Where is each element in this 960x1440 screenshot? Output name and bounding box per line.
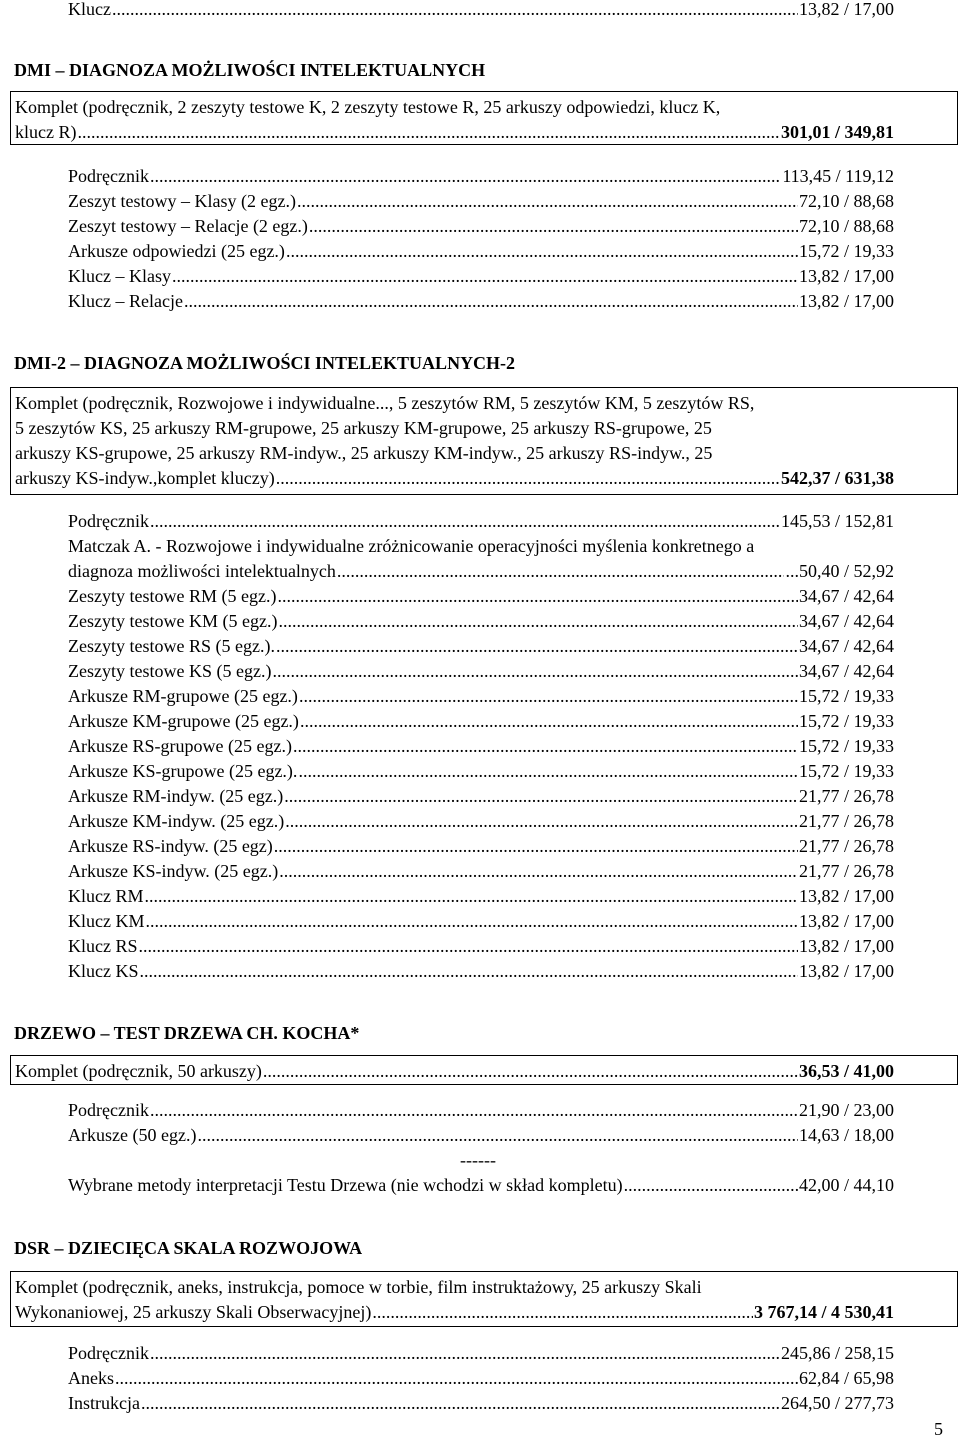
komplet-price: 3 767,14 / 4 530,41 bbox=[753, 1302, 894, 1322]
item-label: Klucz – Klasy bbox=[68, 266, 171, 286]
dot-leader bbox=[115, 1366, 798, 1390]
dot-leader bbox=[276, 634, 798, 658]
dot-leader bbox=[77, 120, 780, 145]
dot-leader bbox=[172, 264, 798, 288]
item-price: 15,72 / 19,33 bbox=[798, 711, 894, 731]
list-item bbox=[68, 659, 894, 683]
dot-leader bbox=[337, 559, 785, 583]
komplet-last-line bbox=[15, 120, 894, 145]
list-item bbox=[68, 264, 894, 288]
item-label: Klucz KS bbox=[68, 961, 139, 981]
item-price: 15,72 / 19,33 bbox=[798, 736, 894, 756]
komplet-text-line: Wykonaniowej, 25 arkuszy Skali Obserwacyjnej) bbox=[15, 1302, 372, 1322]
dot-leader bbox=[112, 0, 798, 21]
item-price: 13,82 / 17,00 bbox=[798, 911, 894, 931]
item-label: Zeszyty testowe KS (5 egz.) bbox=[68, 661, 272, 681]
item-label: Aneks bbox=[68, 1368, 114, 1388]
dot-leader bbox=[274, 834, 798, 858]
section-heading-dmi: DMI – DIAGNOZA MOŻLIWOŚCI INTELEKTUALNYCH bbox=[14, 60, 486, 80]
dot-leader bbox=[299, 684, 798, 708]
dot-leader bbox=[277, 584, 798, 608]
dot-leader bbox=[284, 784, 798, 808]
item-price: 113,45 / 119,12 bbox=[782, 166, 894, 186]
komplet-last-line bbox=[15, 1300, 894, 1325]
item-label: Podręcznik bbox=[68, 511, 149, 531]
item-price: 21,77 / 26,78 bbox=[798, 861, 894, 881]
komplet-text-line: 5 zeszytów KS, 25 arkuszy RM-grupowe, 25 arkuszy KM-grupowe, 25 arkuszy RS-grupowe, 25 bbox=[15, 418, 712, 438]
item-label: Arkusze KS-grupowe (25 egz.). bbox=[68, 761, 298, 781]
item-price: 13,82 / 17,00 bbox=[798, 266, 894, 286]
list-item bbox=[68, 959, 894, 983]
list-item bbox=[68, 1341, 894, 1365]
dot-leader bbox=[293, 734, 798, 758]
komplet-box-dmi bbox=[10, 91, 958, 145]
item-label: Klucz RM bbox=[68, 886, 144, 906]
section-heading-dmi2: DMI-2 – DIAGNOZA MOŻLIWOŚCI INTELEKTUALNYCH-2 bbox=[14, 353, 516, 373]
top-item-row bbox=[68, 0, 894, 21]
dot-leader bbox=[184, 289, 798, 313]
komplet-text-line: Komplet (podręcznik, aneks, instrukcja, pomoce w torbie, film instruktażowy, 25 arkuszy Skali bbox=[15, 1277, 702, 1297]
list-item bbox=[68, 214, 894, 238]
list-item bbox=[68, 1098, 894, 1122]
komplet-text-line: arkuszy KS-grupowe, 25 arkuszy RM-indyw., 25 arkuszy KM-indyw., 25 arkuszy RS-indyw., 25 bbox=[15, 443, 713, 463]
komplet-text-line: Komplet (podręcznik, 2 zeszyty testowe K, 2 zeszyty testowe R, 25 arkuszy odpowiedzi, klucz K, bbox=[15, 97, 721, 117]
list-item bbox=[68, 559, 894, 583]
item-label: Arkusze RM-grupowe (25 egz.) bbox=[68, 686, 298, 706]
komplet-text-line: klucz R) bbox=[15, 122, 77, 142]
item-price: 62,84 / 65,98 bbox=[798, 1368, 894, 1388]
item-price: 13,82 / 17,00 bbox=[798, 0, 894, 19]
item-price: 13,82 / 17,00 bbox=[798, 961, 894, 981]
dot-leader bbox=[285, 809, 798, 833]
list-item bbox=[68, 164, 894, 188]
item-label: diagnoza możliwości intelektualnych bbox=[68, 561, 336, 581]
list-item bbox=[68, 759, 894, 783]
dot-leader bbox=[145, 884, 798, 908]
item-price: 42,00 / 44,10 bbox=[798, 1175, 894, 1195]
item-price: 15,72 / 19,33 bbox=[798, 686, 894, 706]
item-label: Podręcznik bbox=[68, 1100, 149, 1120]
list-item bbox=[68, 509, 894, 533]
item-label: Klucz RS bbox=[68, 936, 138, 956]
dot-leader bbox=[140, 959, 798, 983]
item-price: 21,90 / 23,00 bbox=[798, 1100, 894, 1120]
item-price: 21,77 / 26,78 bbox=[798, 836, 894, 856]
item-label: Arkusze odpowiedzi (25 egz.) bbox=[68, 241, 285, 261]
list-item bbox=[68, 289, 894, 313]
komplet-last-line bbox=[15, 466, 894, 491]
item-label: Klucz – Relacje bbox=[68, 291, 183, 311]
dot-leader bbox=[286, 239, 798, 263]
dot-leader bbox=[278, 609, 798, 633]
komplet-box-dsr bbox=[10, 1271, 958, 1327]
item-price: 145,53 / 152,81 bbox=[780, 511, 894, 531]
item-price: 34,67 / 42,64 bbox=[798, 661, 894, 681]
dot-leader bbox=[263, 1059, 798, 1084]
list-item bbox=[68, 709, 894, 733]
komplet-price: 301,01 / 349,81 bbox=[780, 122, 894, 142]
dot-leader bbox=[150, 1098, 798, 1122]
item-label: Zeszyty testowe RM (5 egz.) bbox=[68, 586, 277, 606]
item-price: ...50,40 / 52,92 bbox=[785, 561, 894, 581]
matczak-text-line: Matczak A. - Rozwojowe i indywidualne zróżnicowanie operacyjności myślenia konkretnego a bbox=[68, 536, 755, 556]
item-price: 264,50 / 277,73 bbox=[780, 1393, 894, 1413]
item-label: Instrukcja bbox=[68, 1393, 140, 1413]
item-price: 72,10 / 88,68 bbox=[798, 216, 894, 236]
item-label: Podręcznik bbox=[68, 1343, 149, 1363]
list-item bbox=[68, 884, 894, 908]
dot-leader bbox=[297, 189, 798, 213]
list-item bbox=[68, 909, 894, 933]
list-item bbox=[68, 1391, 894, 1415]
list-item bbox=[68, 189, 894, 213]
dot-leader bbox=[272, 659, 798, 683]
separator: ------ bbox=[460, 1150, 496, 1170]
item-label: Wybrane metody interpretacji Testu Drzewa (nie wchodzi w skład kompletu) bbox=[68, 1175, 623, 1195]
item-label: Zeszyt testowy – Relacje (2 egz.) bbox=[68, 216, 308, 236]
list-item bbox=[68, 584, 894, 608]
item-price: 15,72 / 19,33 bbox=[798, 761, 894, 781]
item-label: Arkusze KM-grupowe (25 egz.) bbox=[68, 711, 299, 731]
list-item bbox=[68, 634, 894, 658]
item-label: Zeszyty testowe RS (5 egz.). bbox=[68, 636, 275, 656]
dot-leader bbox=[139, 934, 798, 958]
dot-leader bbox=[150, 164, 781, 188]
item-price: 34,67 / 42,64 bbox=[798, 636, 894, 656]
list-item bbox=[68, 934, 894, 958]
dot-leader bbox=[150, 1341, 780, 1365]
item-price: 72,10 / 88,68 bbox=[798, 191, 894, 211]
item-label: Arkusze RM-indyw. (25 egz.) bbox=[68, 786, 284, 806]
item-label: Klucz KM bbox=[68, 911, 145, 931]
list-item bbox=[68, 1366, 894, 1390]
item-price: 14,63 / 18,00 bbox=[798, 1125, 894, 1145]
dot-leader bbox=[197, 1123, 798, 1147]
page-number: 5 bbox=[934, 1419, 943, 1439]
list-item bbox=[68, 609, 894, 633]
list-item bbox=[68, 1123, 894, 1147]
item-price: 15,72 / 19,33 bbox=[798, 241, 894, 261]
item-price: 13,82 / 17,00 bbox=[798, 936, 894, 956]
item-label: Arkusze KM-indyw. (25 egz.) bbox=[68, 811, 285, 831]
dot-leader bbox=[279, 859, 798, 883]
item-price: 245,86 / 258,15 bbox=[780, 1343, 894, 1363]
item-price: 34,67 / 42,64 bbox=[798, 611, 894, 631]
list-item bbox=[68, 239, 894, 263]
dot-leader bbox=[624, 1173, 798, 1197]
section-heading-dsr: DSR – DZIECIĘCA SKALA ROZWOJOWA bbox=[14, 1238, 363, 1258]
item-label: Podręcznik bbox=[68, 166, 149, 186]
item-price: 21,77 / 26,78 bbox=[798, 786, 894, 806]
komplet-last-line bbox=[15, 1059, 894, 1084]
dot-leader bbox=[141, 1391, 780, 1415]
section-heading-drzewo: DRZEWO – TEST DRZEWA CH. KOCHA* bbox=[14, 1023, 360, 1043]
item-label: Arkusze KS-indyw. (25 egz.) bbox=[68, 861, 279, 881]
list-item bbox=[68, 734, 894, 758]
item-label: Arkusze RS-grupowe (25 egz.) bbox=[68, 736, 292, 756]
list-item bbox=[68, 784, 894, 808]
komplet-text-line: Komplet (podręcznik, 50 arkuszy) bbox=[15, 1061, 262, 1081]
dot-leader bbox=[150, 509, 780, 533]
item-label: Zeszyty testowe KM (5 egz.) bbox=[68, 611, 278, 631]
dot-leader bbox=[300, 709, 798, 733]
list-item bbox=[68, 809, 894, 833]
dot-leader bbox=[298, 759, 798, 783]
dot-leader bbox=[145, 909, 798, 933]
item-label: Arkusze RS-indyw. (25 egz) bbox=[68, 836, 273, 856]
list-item bbox=[68, 1173, 894, 1197]
item-price: 13,82 / 17,00 bbox=[798, 291, 894, 311]
komplet-box-drzewo bbox=[10, 1055, 958, 1085]
list-item bbox=[68, 859, 894, 883]
item-label: Arkusze (50 egz.) bbox=[68, 1125, 197, 1145]
komplet-box-dmi2 bbox=[10, 387, 958, 495]
komplet-text-line: arkuszy KS-indyw.,komplet kluczy) bbox=[15, 468, 275, 488]
item-price: 21,77 / 26,78 bbox=[798, 811, 894, 831]
item-label: Klucz bbox=[68, 0, 111, 19]
dot-leader bbox=[372, 1300, 753, 1325]
item-price: 13,82 / 17,00 bbox=[798, 886, 894, 906]
dot-leader bbox=[309, 214, 798, 238]
item-label: Zeszyt testowy – Klasy (2 egz.) bbox=[68, 191, 296, 211]
list-item bbox=[68, 834, 894, 858]
item-price: 34,67 / 42,64 bbox=[798, 586, 894, 606]
komplet-price: 36,53 / 41,00 bbox=[798, 1061, 894, 1081]
list-item bbox=[68, 684, 894, 708]
dot-leader bbox=[276, 466, 780, 491]
komplet-price: 542,37 / 631,38 bbox=[780, 468, 894, 488]
komplet-text-line: Komplet (podręcznik, Rozwojowe i indywidualne..., 5 zeszytów RM, 5 zeszytów KM, 5 zeszytów RS, bbox=[15, 393, 755, 413]
